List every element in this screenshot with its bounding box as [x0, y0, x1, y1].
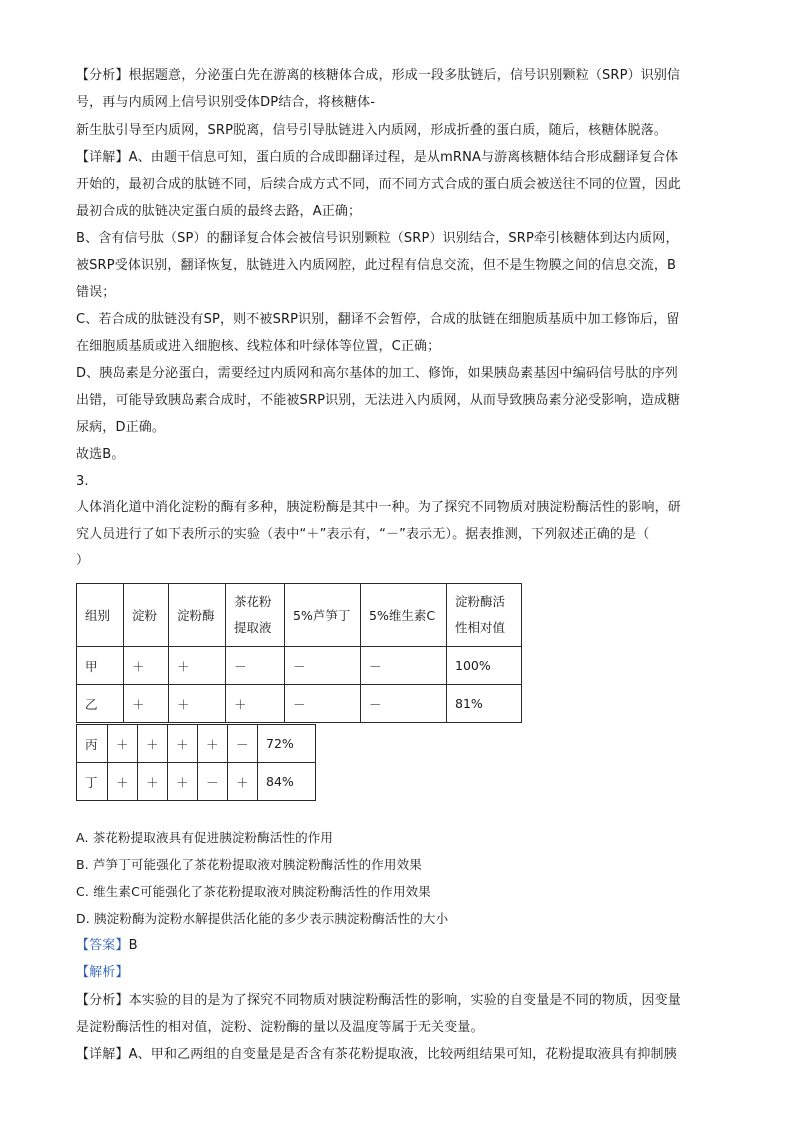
question-line-2: 究人员进行了如下表所示的实验（表中“＋”表示有，“－”表示无）。据表推测，下列叙述正确的是（	[76, 527, 650, 542]
tail-line-3: 【详解】A、甲和乙两组的自变量是是否含有茶花粉提取液，比较两组结果可知，花粉提取液具有抑制胰	[76, 1047, 677, 1062]
table-cell: ＋	[228, 763, 258, 801]
question-line-3: ）	[76, 553, 90, 568]
table-cell: －	[361, 647, 447, 685]
table-cell: ＋	[169, 685, 226, 723]
analysis-label: 【解析】	[76, 965, 129, 980]
detail-line-6: 错误；	[76, 285, 116, 300]
table-cell: ＋	[138, 763, 168, 801]
table-cell: ＋	[168, 725, 198, 763]
table-row	[77, 763, 316, 801]
detail-line-11: 尿病，D正确。	[76, 420, 166, 435]
table-row	[77, 725, 316, 763]
experiment-table-top	[76, 583, 522, 723]
analysis-line-2: 号，再与内质网上信号识别受体DP结合，将核糖体-	[76, 95, 376, 110]
header-activity-line-2: 性相对值	[455, 620, 506, 635]
detail-line-1: 【详解】A、由题干信息可知，蛋白质的合成即翻译过程，是从mRNA与游离核糖体结合形成翻译复合体	[76, 150, 679, 165]
conclusion-line: 故选B。	[76, 447, 125, 462]
table-cell: ＋	[168, 763, 198, 801]
table-cell: －	[285, 647, 361, 685]
table-cell: 81%	[447, 685, 522, 723]
option-c: C. 维生素C可能强化了茶花粉提取液对胰淀粉酶活性的作用效果	[76, 884, 431, 899]
analysis-line-3: 新生肽引导至内质网，SRP脱离，信号引导肽链进入内质网，形成折叠的蛋白质，随后，核糖体脱落。	[76, 123, 668, 138]
table-cell: ＋	[124, 647, 169, 685]
option-d: D. 胰淀粉酶为淀粉水解提供活化能的多少表示胰淀粉酶活性的大小	[76, 911, 449, 926]
table-cell: －	[198, 763, 228, 801]
detail-line-5: 被SRP受体识别，翻译恢复，肽链进入内质网腔，此过程有信息交流，但不是生物膜之间的信息交流，B	[76, 258, 677, 273]
answer-value: B	[128, 938, 138, 953]
question-line-1: 人体消化道中消化淀粉的酶有多种，胰淀粉酶是其中一种。为了探究不同物质对胰淀粉酶活性的影响，研	[76, 500, 681, 515]
detail-line-3: 最初合成的肽链决定蛋白质的最终去路，A正确；	[76, 204, 362, 219]
table-cell: ＋	[169, 647, 226, 685]
header-activity	[447, 584, 522, 647]
answer-label: 【答案】	[76, 938, 129, 953]
table-cell: 乙	[77, 685, 124, 723]
detail-line-8: 在细胞质基质或进入细胞核、线粒体和叶绿体等位置，C正确；	[76, 339, 441, 354]
table-cell: －	[226, 647, 285, 685]
header-group: 组别	[77, 584, 124, 647]
analysis-line-1: 【分析】根据题意，分泌蛋白先在游离的核糖体合成，形成一段多肽链后，信号识别颗粒（SRP）识别信	[76, 68, 681, 83]
table-cell: 84%	[258, 763, 316, 801]
header-amylase: 淀粉酶	[169, 584, 226, 647]
header-activity-line-1: 淀粉酶活	[455, 594, 506, 609]
header-pollen-extract	[226, 584, 285, 647]
option-b: B. 芦笋丁可能强化了茶花粉提取液对胰淀粉酶活性的作用效果	[76, 857, 422, 872]
header-asparagus: 5%芦笋丁	[285, 584, 361, 647]
tail-line-1: 【分析】本实验的目的是为了探究不同物质对胰淀粉酶活性的影响，实验的自变量是不同的物质，因变量	[76, 993, 681, 1008]
table-cell: ＋	[226, 685, 285, 723]
detail-line-4: B、含有信号肽（SP）的翻译复合体会被信号识别颗粒（SRP）识别结合，SRP牵引核糖体到达内质网，	[76, 231, 679, 246]
table-cell: ＋	[124, 685, 169, 723]
header-pollen-line-2: 提取液	[234, 620, 272, 635]
table-cell: －	[285, 685, 361, 723]
table-cell: ＋	[108, 763, 138, 801]
answer-line	[76, 936, 138, 956]
table-row	[77, 647, 522, 685]
header-vitamin-c: 5%维生素C	[361, 584, 447, 647]
table-cell: －	[361, 685, 447, 723]
table-cell: ＋	[198, 725, 228, 763]
detail-line-2: 开始的，最初合成的肽链不同，后续合成方式不同，而不同方式合成的蛋白质会被送往不同的位置，因此	[76, 177, 681, 192]
question-number: 3.	[76, 474, 89, 489]
detail-line-9: D、胰岛素是分泌蛋白，需要经过内质网和高尔基体的加工、修饰，如果胰岛素基因中编码信号肽的序列	[76, 366, 678, 381]
table-row	[77, 685, 522, 723]
option-a: A. 茶花粉提取液具有促进胰淀粉酶活性的作用	[76, 830, 334, 845]
table-cell: 甲	[77, 647, 124, 685]
header-pollen-line-1: 茶花粉	[234, 594, 272, 609]
table-cell: 100%	[447, 647, 522, 685]
table-cell: 72%	[258, 725, 316, 763]
detail-line-10: 出错，可能导致胰岛素合成时，不能被SRP识别，无法进入内质网，从而导致胰岛素分泌受影响，造成糖	[76, 393, 681, 408]
experiment-table-bottom	[76, 724, 316, 801]
table-cell: ＋	[138, 725, 168, 763]
table-cell: －	[228, 725, 258, 763]
table-cell: ＋	[108, 725, 138, 763]
detail-line-7: C、若合成的肽链没有SP，则不被SRP识别，翻译不会暂停，合成的肽链在细胞质基质中加工修饰后，留	[76, 312, 680, 327]
tail-line-2: 是淀粉酶活性的相对值，淀粉、淀粉酶的量以及温度等属于无关变量。	[76, 1020, 484, 1035]
table-cell: 丙	[77, 725, 108, 763]
table-cell: 丁	[77, 763, 108, 801]
header-starch: 淀粉	[124, 584, 169, 647]
